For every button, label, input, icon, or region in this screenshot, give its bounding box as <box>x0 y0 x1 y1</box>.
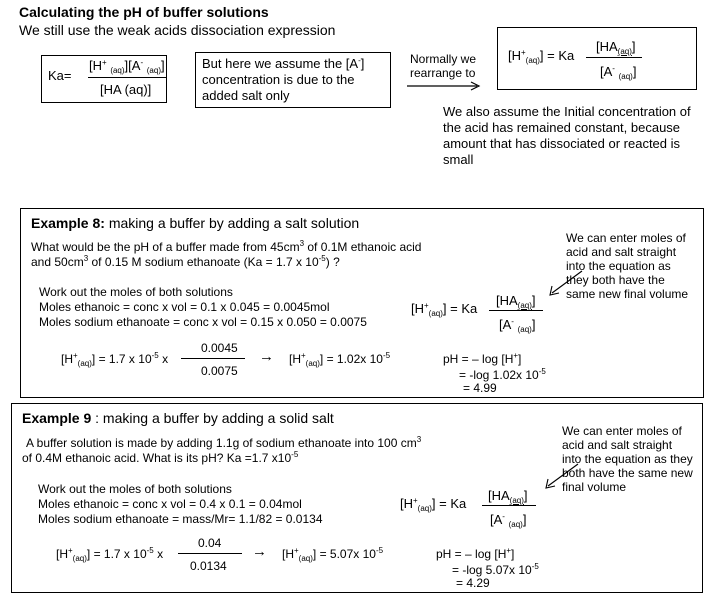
example8-calc: $[H^+_{(aq)}] = 1.7$ x $10^{-5}$ x <box>61 351 169 368</box>
example9-calc-numerator: 0.04 <box>198 536 222 550</box>
rearranged-numerator: $[HA_{(aq)}]$ <box>596 39 636 56</box>
initial-concentration-note: We also assume the Initial concentration of the acid has remained constant, because amount that has dissociated or reacted is small <box>443 104 691 167</box>
example8-eq-numerator: $[HA_{(aq)}]$ <box>496 293 536 310</box>
example9-work-line2: Moles ethanoic = conc x vol = 0.4 x 0.1 = 0.04mol <box>38 497 302 511</box>
example8-result: $[H^+_{(aq)}] = 1.02x$ $10^{-5}$ <box>289 351 391 368</box>
ka-expression-box <box>41 55 167 103</box>
example8-ph-line1: pH = – log [H+] <box>443 351 522 366</box>
example8-heading: Example 8: making a buffer by adding a salt solution <box>31 215 360 231</box>
ka-label: Ka= <box>48 68 72 83</box>
example9-eq-lhs: $[H^+_{(aq)}] = Ka$ <box>400 496 467 513</box>
assumption-box <box>195 52 391 108</box>
ka-numerator: [H+ $_{(aq)}$][A- $_{(aq)}$] <box>89 58 165 75</box>
example9-ph-line2: = -log 5.07x $10^{-5}$ <box>452 562 539 577</box>
example9-note-arrow-icon <box>542 462 582 492</box>
example8-note-arrow-icon <box>546 269 586 299</box>
example8-calc-numerator: 0.0045 <box>201 341 238 355</box>
example8-ph-line3: = 4.99 <box>463 381 497 395</box>
rearranged-lhs: $[H^+_{(aq)}] = Ka$ <box>508 48 575 65</box>
example8-box <box>20 208 704 398</box>
example9-eq-denominator: [A- $_{(aq)}$] <box>490 512 527 529</box>
example9-result: $[H^+_{(aq)}] = 5.07x$ $10^{-5}$ <box>282 546 384 563</box>
example9-calc: $[H^+_{(aq)}] = 1.7$ x $10^{-5}$ x <box>56 546 164 563</box>
example8-question-line1: What would be the pH of a buffer made from $45cm^3$ of 0.1M ethanoic acid <box>31 239 422 254</box>
example8-work-line3: Moles sodium ethanoate = conc x vol = 0.15 x 0.050 = 0.0075 <box>39 315 367 329</box>
example8-calc-denominator: 0.0075 <box>201 364 238 378</box>
example9-calc-denominator: 0.0134 <box>190 559 227 573</box>
example9-question-line2: of 0.4M ethanoic acid. What is its pH? Ka =1.7 $x10^{-5}$ <box>22 450 299 465</box>
rearranged-denominator: [A- $_{(aq)}$] <box>600 64 637 81</box>
assumption-line3: added salt only <box>202 88 290 103</box>
ka-denominator: [HA (aq)] <box>100 82 152 97</box>
example9-work-line1: Work out the moles of both solutions <box>38 482 232 496</box>
example8-arrow-icon: → <box>259 348 274 365</box>
example8-note: We can enter moles of acid and salt straight into the equation as they both have the same new final volume <box>566 231 689 301</box>
rearranged-equation-box <box>497 27 697 90</box>
example8-work-line2: Moles ethanoic = conc x vol = 0.1 x 0.045 = 0.0045mol <box>39 300 330 314</box>
example9-box <box>11 403 703 593</box>
example9-work-line3: Moles sodium ethanoate = mass/Mr= 1.1/82 = 0.0134 <box>38 512 323 526</box>
example9-ph-line1: pH = – log [H+] <box>436 546 515 561</box>
example9-eq-numerator: $[HA_{(aq)}]$ <box>488 488 528 505</box>
example9-ph-line3: = 4.29 <box>456 576 490 590</box>
example8-work-line1: Work out the moles of both solutions <box>39 285 233 299</box>
example9-heading: Example 9 : making a buffer by adding a solid salt <box>22 410 334 426</box>
example8-ph-line2: = -log 1.02x $10^{-5}$ <box>459 367 546 382</box>
rearrange-arrow-icon <box>405 80 485 92</box>
example8-eq-lhs: $[H^+_{(aq)}] = Ka$ <box>411 301 478 318</box>
example8-question-line2: and $50cm^3$ of 0.15 M sodium ethanoate (Ka = 1.7 x $10^{-5}$) ? <box>31 254 340 269</box>
page-title: Calculating the pH of buffer solutions <box>19 4 269 20</box>
assumption-line2: concentration is due to the <box>202 72 355 87</box>
rearrange-line1: Normally we <box>410 52 477 66</box>
assumption-line1: But here we assume the [A-] <box>202 56 365 71</box>
example9-note: We can enter moles of acid and salt straight into the equation as they both have the same new final volume <box>562 424 693 494</box>
intro-text: We still use the weak acids dissociation expression <box>19 22 336 38</box>
example8-eq-denominator: [A- $_{(aq)}$] <box>499 317 536 334</box>
rearrange-line2: rearrange to <box>410 66 476 80</box>
example9-question-line1: A buffer solution is made by adding 1.1g of sodium ethanoate into 100 $cm^3$ <box>26 435 422 450</box>
example9-arrow-icon: → <box>252 543 267 560</box>
